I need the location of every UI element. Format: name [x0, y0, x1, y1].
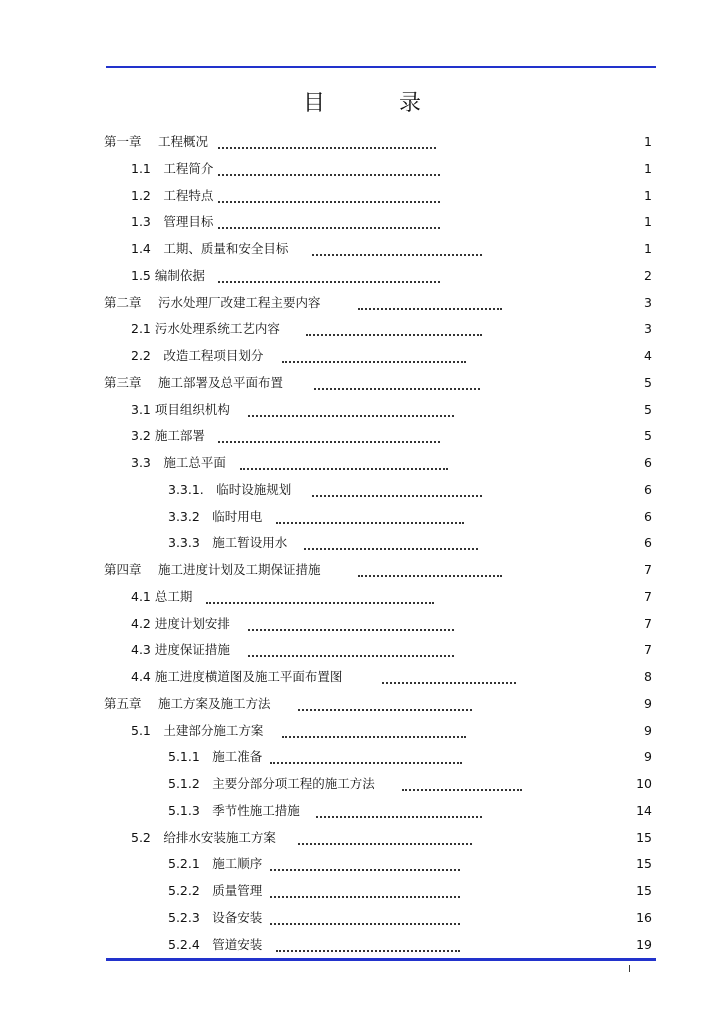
dot-leader — [206, 590, 434, 604]
toc-entry[interactable] — [0, 236, 724, 263]
toc-entry-title: 第二章 污水处理厂改建工程主要内容 — [104, 294, 321, 310]
toc-entry[interactable] — [0, 504, 724, 531]
toc-entry-page: 6 — [644, 455, 652, 470]
toc-entry[interactable] — [0, 637, 724, 664]
toc-entry-page: 4 — [644, 348, 652, 363]
toc-entry-title: 1.2 工程特点 — [131, 187, 214, 203]
toc-entry-page: 1 — [644, 187, 652, 203]
dot-leader — [218, 269, 440, 283]
toc-entry[interactable] — [0, 744, 724, 771]
dot-leader — [306, 322, 482, 336]
dot-leader — [270, 884, 460, 898]
dot-leader — [218, 215, 440, 229]
dot-leader — [282, 724, 466, 738]
toc-entry-page: 7 — [644, 642, 652, 658]
toc-entry-page: 9 — [644, 749, 652, 765]
toc-entry-title: 5.2 给排水安装施工方案 — [131, 829, 276, 845]
toc-entry-page: 1 — [644, 241, 652, 256]
dot-leader — [218, 429, 440, 443]
dot-leader — [298, 831, 472, 845]
dot-leader — [382, 670, 516, 684]
dot-leader — [312, 483, 482, 497]
toc-entry[interactable] — [0, 263, 724, 290]
toc-entry[interactable] — [0, 825, 724, 852]
dot-leader — [218, 189, 440, 203]
toc-entry[interactable] — [0, 878, 724, 905]
dot-leader — [270, 911, 460, 925]
toc-entry[interactable] — [0, 530, 724, 557]
toc-entry-title: 第一章 工程概况 — [104, 134, 208, 149]
toc-entry[interactable] — [0, 691, 724, 718]
toc-entry[interactable] — [0, 851, 724, 878]
dot-leader — [358, 296, 502, 310]
toc-entry-title: 5.1.3 季节性施工措施 — [168, 802, 300, 818]
toc-entry-title: 3.3.2 临时用电 — [168, 508, 263, 524]
toc-entry-title: 第四章 施工进度计划及工期保证措施 — [104, 562, 321, 577]
footer-page-number: I — [628, 964, 631, 975]
toc-entry-page: 15 — [636, 829, 652, 845]
toc-entry-page: 7 — [644, 588, 652, 604]
toc-entry-title: 1.3 管理目标 — [131, 214, 214, 230]
toc-entry-page: 6 — [644, 535, 652, 551]
dot-leader — [218, 135, 436, 149]
toc-entry-page: 7 — [644, 562, 652, 577]
toc-entry[interactable] — [0, 397, 724, 424]
dot-leader — [240, 456, 448, 470]
dot-leader — [248, 403, 454, 417]
toc-entry[interactable] — [0, 557, 724, 584]
toc-entry-page: 5 — [644, 428, 652, 444]
toc-entry-title: 3.3.3 施工暂设用水 — [168, 535, 288, 551]
toc-entry[interactable] — [0, 370, 724, 397]
toc-entry-page: 6 — [644, 481, 652, 497]
toc-entry[interactable] — [0, 343, 724, 370]
toc-entry-title: 2.1 污水处理系统工艺内容 — [131, 321, 280, 337]
toc-entry-page: 19 — [636, 936, 652, 952]
toc-entry-title: 1.4 工期、质量和安全目标 — [131, 241, 289, 256]
dot-leader — [304, 536, 478, 550]
toc-entry[interactable] — [0, 316, 724, 343]
toc-entry-page: 14 — [636, 802, 652, 818]
page-title: 目 录 — [302, 91, 447, 116]
dot-leader — [282, 349, 466, 363]
toc-entry-title: 4.4 施工进度横道图及施工平面布置图 — [131, 669, 343, 684]
dot-leader — [276, 938, 460, 952]
toc-entry-page: 1 — [644, 214, 652, 230]
toc-entry-title: 5.2.4 管道安装 — [168, 936, 263, 952]
toc-entry-title: 第五章 施工方案及施工方法 — [104, 695, 271, 711]
toc-entry[interactable] — [0, 450, 724, 477]
toc-entry-title: 4.2 进度计划安排 — [131, 615, 230, 631]
toc-entry[interactable] — [0, 290, 724, 317]
toc-entry[interactable] — [0, 423, 724, 450]
toc-entry[interactable] — [0, 718, 724, 745]
dot-leader — [316, 804, 482, 818]
toc-entry-title: 5.1 土建部分施工方案 — [131, 722, 264, 738]
toc-entry-page: 1 — [644, 134, 652, 149]
toc-entry-page: 9 — [644, 722, 652, 738]
toc-entry-title: 3.3.1. 临时设施规划 — [168, 481, 292, 497]
toc-entry-title: 1.5 编制依据 — [131, 267, 205, 283]
toc-entry[interactable] — [0, 183, 724, 210]
toc-entry-page: 7 — [644, 615, 652, 631]
toc-entry-title: 5.2.3 设备安装 — [168, 909, 263, 925]
toc-entry-page: 3 — [644, 321, 652, 337]
toc-entry-page: 3 — [644, 294, 652, 310]
toc-entry[interactable] — [0, 156, 724, 183]
dot-leader — [402, 777, 522, 791]
toc-entry-page: 10 — [636, 776, 652, 791]
dot-leader — [298, 697, 472, 711]
toc-entry[interactable] — [0, 477, 724, 504]
dot-leader — [358, 563, 502, 577]
toc-entry[interactable] — [0, 611, 724, 638]
dot-leader — [276, 510, 464, 524]
dot-leader — [218, 162, 440, 176]
toc-entry-title: 5.2.2 质量管理 — [168, 883, 263, 898]
toc-entry-title: 5.2.1 施工顺序 — [168, 856, 263, 872]
toc-entry-title: 1.1 工程简介 — [131, 160, 214, 176]
dot-leader — [248, 643, 454, 657]
toc-entry-page: 6 — [644, 508, 652, 524]
toc-entry-title: 5.1.1 施工准备 — [168, 749, 263, 765]
toc-entry-title: 3.3 施工总平面 — [131, 455, 226, 470]
toc-entry-title: 4.3 进度保证措施 — [131, 642, 230, 658]
toc-entry-page: 5 — [644, 374, 652, 390]
toc-entry-page: 2 — [644, 267, 652, 283]
toc-entry-page: 15 — [636, 856, 652, 872]
header-rule — [106, 66, 656, 68]
toc-entry[interactable] — [0, 129, 724, 156]
dot-leader — [314, 376, 480, 390]
toc-entry-title: 3.1 项目组织机构 — [131, 401, 230, 417]
table-of-contents — [0, 129, 724, 958]
toc-entry-page: 16 — [636, 909, 652, 925]
toc-entry-title: 第三章 施工部署及总平面布置 — [104, 374, 283, 390]
toc-entry-title: 2.2 改造工程项目划分 — [131, 348, 264, 363]
footer-rule — [106, 958, 656, 961]
dot-leader — [270, 750, 462, 764]
toc-entry[interactable] — [0, 584, 724, 611]
toc-entry-page: 5 — [644, 401, 652, 417]
toc-entry-page: 9 — [644, 695, 652, 711]
toc-entry[interactable] — [0, 209, 724, 236]
dot-leader — [270, 857, 460, 871]
toc-entry-page: 1 — [644, 160, 652, 176]
toc-entry-title: 3.2 施工部署 — [131, 428, 205, 444]
toc-entry-title: 5.1.2 主要分部分项工程的施工方法 — [168, 776, 375, 791]
toc-entry-page: 15 — [636, 883, 652, 898]
toc-entry-page: 8 — [644, 669, 652, 684]
toc-entry[interactable] — [0, 771, 724, 798]
toc-entry[interactable] — [0, 798, 724, 825]
dot-leader — [312, 242, 482, 256]
toc-entry-title: 4.1 总工期 — [131, 588, 193, 604]
toc-entry[interactable] — [0, 932, 724, 959]
dot-leader — [248, 617, 454, 631]
toc-entry[interactable] — [0, 905, 724, 932]
toc-entry[interactable] — [0, 664, 724, 691]
